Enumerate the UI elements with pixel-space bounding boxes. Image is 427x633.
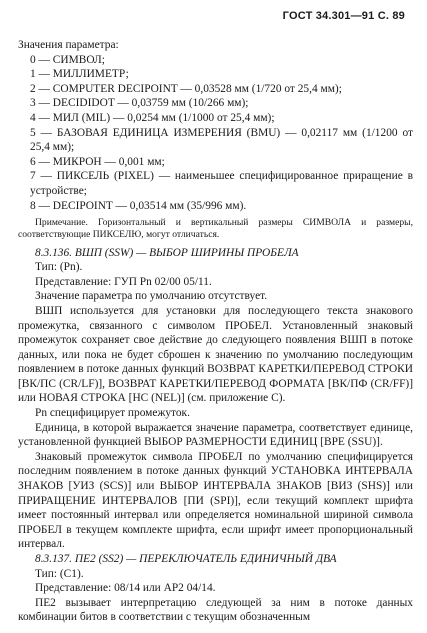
value-item-6: 6 — МИКРОН — 0,001 мм; [30,155,165,168]
value-item-3: 3 — DECIDIDOT — 0,03759 мм (10/266 мм); [30,97,249,110]
paragraph-default-spacing: Знаковый промежуток символа ПРОБЕЛ по умолчанию специфицируется последним появлением в потоке данных функций УСТАНОВКА ИНТЕРВАЛА ЗНАКОВ [УИЗ (SCS)] или ВЫБОР ИНТЕРВАЛА ЗНАКОВ [ВИЗ (SHS)] или ПРИРАЩЕНИЕ ИНТЕРВАЛОВ [ПИ (SPI)], если текущий комплект шрифта имеет постоянный интервал или определяется номинальной шириной символа ПРОБЕЛ в текущем комплекте шрифта, если шрифт имеет пропорциональный интервал. [18,450,413,551]
default-value-line: Значение параметра по умолчанию отсутствует. [35,290,268,303]
value-item-7: 7 — ПИКСЕЛЬ (PIXEL) — наименьшее специфицированное приращение в устройстве; [30,170,413,197]
value-item-8: 8 — DECIPOINT — 0,03514 мм (35/996 мм). [30,199,247,212]
type-line-2: Тип: (C1). [35,567,84,580]
section-heading-8-3-137: 8.3.137. ПЕ2 (SS2) — ПЕРЕКЛЮЧАТЕЛЬ ЕДИНИЧНЫЙ ДВА [35,553,337,565]
type-line: Тип: (Pn). [35,261,83,274]
note-paragraph: Примечание. Горизонтальный и вертикальный размеры СИМВОЛА и размеры, соответствующие ПИКСЕЛЮ, могут отличаться. [18,217,413,241]
document-body [18,38,413,625]
values-heading: Значения параметра: [18,39,119,51]
value-item-1: 1 — МИЛЛИМЕТР; [30,68,129,81]
paragraph-ss2-description: ПЕ2 вызывает интерпретацию следующей за ним в потоке данных комбинации битов в соответствии с текущим обозначенным [18,596,413,624]
section-heading-8-3-136: 8.3.136. ВШП (SSW) — ВЫБОР ШИРИНЫ ПРОБЕЛА [35,246,299,259]
value-item-4: 4 — МИЛ (MIL) — 0,0254 мм (1/1000 от 25,4 мм); [30,111,275,124]
paragraph-ssw-description: ВШП используется для установки для последующего текста знакового промежутка, связанного с символом ПРОБЕЛ. Установленный знаковый промежуток сохраняет свое действие до следующего появления ВШП в потоке данных, или пока не будет сброшен к значению по умолчанию последующим появлением в потоке данных функций ВОЗВРАТ КАРЕТКИ/ПЕРЕВОД СТРОКИ [ВК/ПС (CR/LF)], ВОЗВРАТ КАРЕТКИ/ПЕРЕВОД ФОРМАТА [ВК/ПФ (CR/FF)] или НОВАЯ СТРОКА [НС (NEL)] (см. приложение С). [18,304,413,405]
value-item-0: 0 — СИМВОЛ; [30,53,105,66]
value-item-5: 5 — БАЗОВАЯ ЕДИНИЦА ИЗМЕРЕНИЯ (BMU) — 0,02117 мм (1/1200 от 25,4 мм); [30,126,413,154]
paragraph-pn-spec: Pn специфицирует промежуток. [35,407,190,420]
representation-line: Представление: ГУП Pn 02/00 05/11. [35,275,212,288]
page-header: ГОСТ 34.301—91 С. 89 [282,10,405,22]
paragraph-unit: Единица, в которой выражается значение параметра, соответствует единице, установленной функцией ВЫБОР РАЗМЕРНОСТИ ЕДИНИЦ [ВРЕ (SSU)]. [18,421,413,449]
value-item-2: 2 — COMPUTER DECIPOINT — 0,03528 мм (1/720 от 25,4 мм); [30,82,342,95]
representation-line-2: Представление: 08/14 или АР2 04/14. [35,582,216,595]
